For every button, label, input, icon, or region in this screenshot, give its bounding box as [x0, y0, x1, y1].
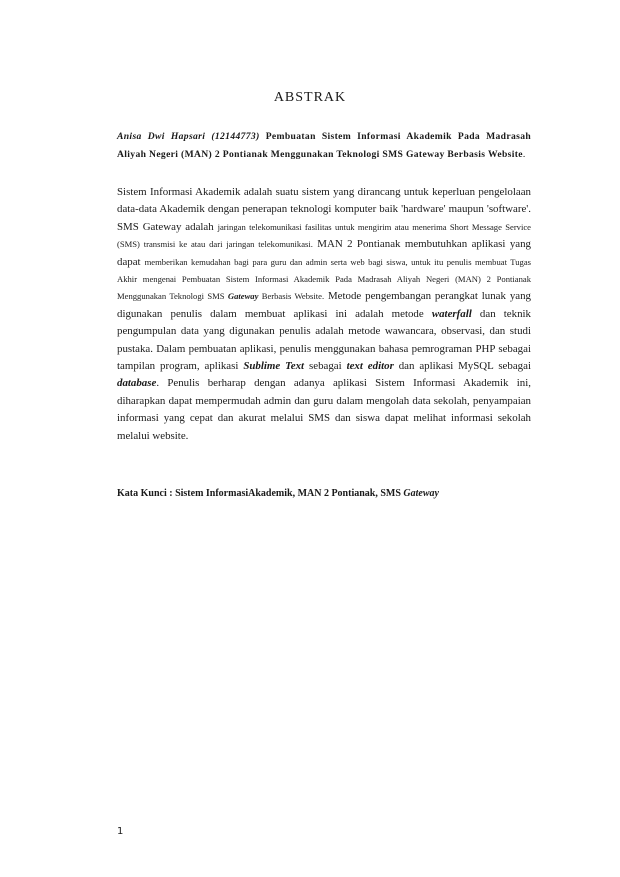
- thesis-title-end: .: [522, 148, 526, 160]
- abstract-gateway: Gateway: [227, 291, 259, 302]
- page-title: ABSTRAK: [273, 90, 347, 105]
- abstract-database: database: [117, 377, 157, 390]
- abstract-body: [117, 184, 531, 445]
- keywords-gateway: Gateway: [403, 488, 439, 499]
- abstract-text-8: sebagai: [304, 360, 347, 373]
- author-identity: [117, 128, 531, 163]
- abstract-text-5: Berbasis Website.: [258, 291, 325, 302]
- author-name: Anisa Dwi Hapsari (12144773): [117, 131, 260, 142]
- abstract-text-6: Metode pengembangan perangkat lunak yang digunakan penulis dalam membuat aplikasi ini adalah metode: [117, 290, 531, 320]
- abstract-text-editor: text editor: [346, 360, 394, 373]
- keywords-line: [117, 486, 531, 502]
- keywords-label: Kata Kunci :: [117, 488, 176, 499]
- thesis-title: Pembuatan Sistem Informasi Akademik Pada Madrasah Aliyah Negeri (MAN) 2 Pontianak Menggunakan Teknologi SMS Gateway Berbasis Website: [117, 131, 532, 160]
- abstract-text-9: dan aplikasi MySQL sebagai: [393, 360, 531, 373]
- page-number: 1: [117, 826, 124, 837]
- abstract-sublime: Sublime Text: [243, 360, 305, 373]
- abstract-text-10: . Penulis berharap dengan adanya aplikasi Sistem Informasi Akademik ini, diharapkan dapat mempermudah admin dan guru dalam mengolah data sekolah, penyampaian informasi yang cepat dan akurat melalui SMS dan siswa dapat melihat informasi sekolah melalui website.: [117, 377, 531, 442]
- abstract-text-4: memberikan kemudahan bagi para guru dan admin serta web bagi siswa, untuk itu penulis membuat Tugas Akhir mengenai Pembuatan Sistem Informasi Akademik Pada Madrasah Aliyah Negeri (MAN) 2 Pontianak Menggunakan Teknologi SMS: [117, 256, 531, 302]
- abstract-waterfall: waterfall: [431, 307, 472, 320]
- keywords-text: Sistem InformasiAkademik, MAN 2 Pontianak, SMS: [175, 488, 404, 499]
- abstract-text-7: dan teknik pengumpulan data yang digunakan penulis adalah metode wawancara, observasi, dan studi pustaka. Dalam pembuatan aplikasi, penulis menggunakan bahasa pemrograman PHP sebagai tampilan program, aplikasi: [117, 307, 531, 373]
- abstract-text-1: Sistem Informasi Akademik adalah suatu sistem yang dirancang untuk keperluan pengelolaan data-data Akademik dengan penerapan teknologi komputer baik 'hardware' maupun 'software'. SMS Gateway adalah: [117, 186, 531, 233]
- abstract-text-2: jaringan telekomunikasi fasilitas untuk mengirim atau menerima Short Message Service (SMS) transmisi ke atau dari jaringan telekomunikasi.: [117, 221, 531, 250]
- abstract-text-3: MAN 2 Pontianak membutuhkan aplikasi yang dapat: [117, 238, 531, 268]
